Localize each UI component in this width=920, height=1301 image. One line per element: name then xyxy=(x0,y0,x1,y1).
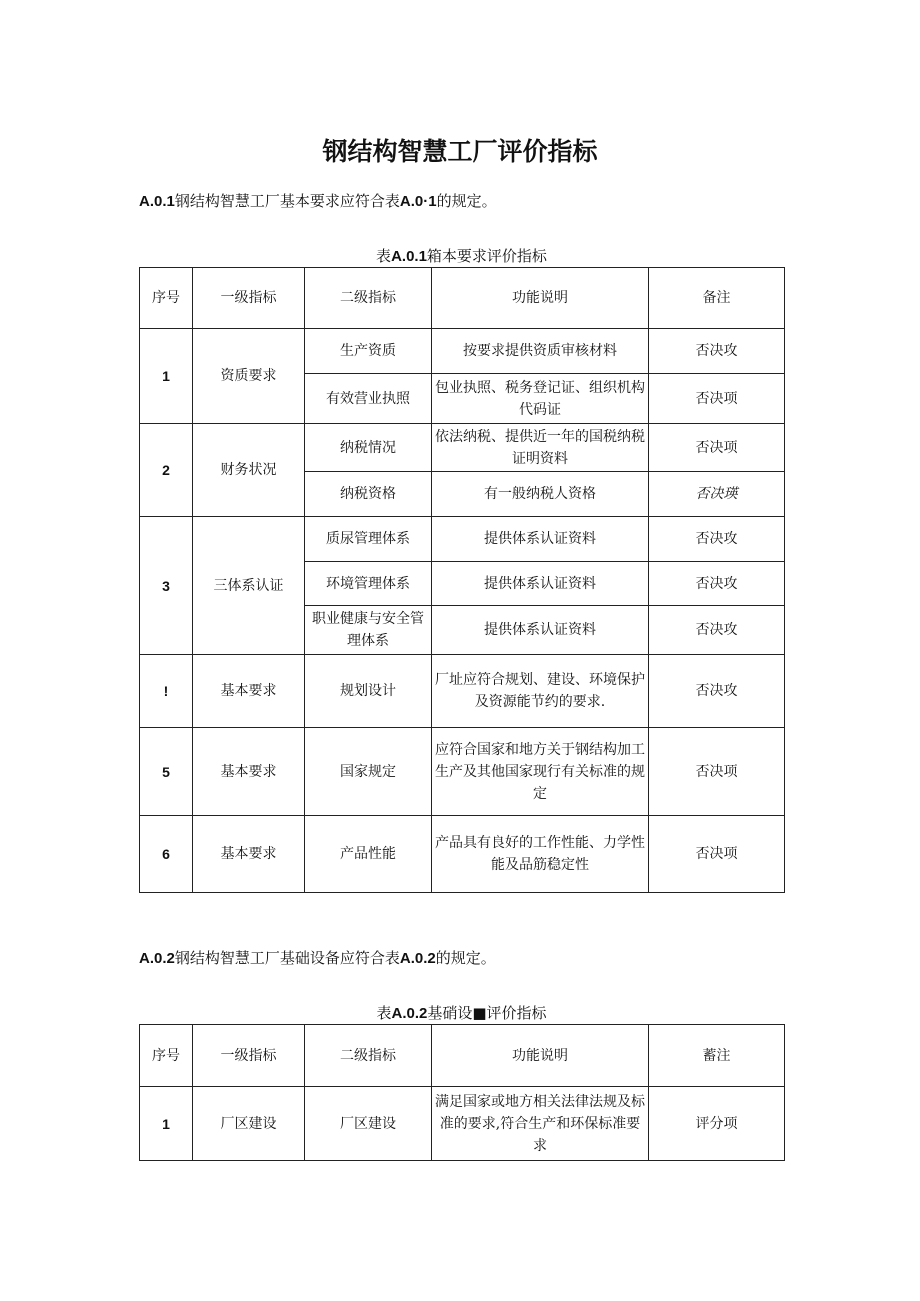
row-desc: 产品具有良好的工作性能、力学性能及品筋稳定性 xyxy=(432,816,649,893)
table-row xyxy=(140,816,785,893)
row-number: 3 xyxy=(140,517,193,655)
row-note: 否决攻 xyxy=(649,606,785,655)
row-level2: 质尿管理体系 xyxy=(305,517,432,562)
row-desc: 包业执照、税务登记证、组织机构代码证 xyxy=(432,374,649,424)
table-row xyxy=(140,655,785,728)
caption-prefix: 表 xyxy=(376,1004,392,1022)
header-no: 序号 xyxy=(140,1025,193,1087)
clause-a02 xyxy=(139,947,496,968)
row-level2: 纳税资格 xyxy=(305,472,432,517)
table-caption-a01 xyxy=(139,245,784,266)
table-a02 xyxy=(139,1024,785,1161)
table-header-row xyxy=(140,268,785,329)
table-row xyxy=(140,728,785,816)
table-a01 xyxy=(139,267,785,893)
row-level1: 基本要求 xyxy=(193,655,305,728)
table-row xyxy=(140,517,785,562)
row-note: 否决攻 xyxy=(649,329,785,374)
row-level1: 基本要求 xyxy=(193,816,305,893)
row-number: 1 xyxy=(140,329,193,424)
row-level2: 职业健康与安全管理体系 xyxy=(305,606,432,655)
table-header-row xyxy=(140,1025,785,1087)
caption-number: A.0.1 xyxy=(391,248,427,265)
header-level2: 二级指标 xyxy=(305,1025,432,1087)
row-level2: 规划设计 xyxy=(305,655,432,728)
clause-table-ref: A.0.2 xyxy=(399,950,436,967)
row-level2: 厂区建设 xyxy=(305,1087,432,1161)
header-level1: 一级指标 xyxy=(193,1025,305,1087)
row-note: 否决攻 xyxy=(649,562,785,606)
row-number: 5 xyxy=(140,728,193,816)
row-level1: 三体系认证 xyxy=(193,517,305,655)
caption-prefix: 表 xyxy=(376,247,392,265)
caption-text: 箱本要求评价指标 xyxy=(426,247,547,265)
row-desc: 提供体系认证资料 xyxy=(432,562,649,606)
row-note: 否决瑛 xyxy=(649,472,785,517)
row-number: 6 xyxy=(140,816,193,893)
row-level2: 环境管理体系 xyxy=(305,562,432,606)
row-level1: 财务状况 xyxy=(193,424,305,517)
row-desc: 提供体系认证资料 xyxy=(432,517,649,562)
row-number: ! xyxy=(140,655,193,728)
header-note: 备注 xyxy=(649,268,785,329)
table-caption-a02 xyxy=(139,1002,784,1023)
row-level1: 厂区建设 xyxy=(193,1087,305,1161)
row-number: 1 xyxy=(140,1087,193,1161)
caption-number: A.0.2 xyxy=(391,1005,428,1022)
table-row xyxy=(140,329,785,374)
row-desc: 依法纳税、提供近一年的国税纳税证明资料 xyxy=(432,424,649,472)
header-desc: 功能说明 xyxy=(432,268,649,329)
header-note: 蓄注 xyxy=(649,1025,785,1087)
caption-text: 基硝设■评价指标 xyxy=(427,1004,547,1022)
row-note: 否决项 xyxy=(649,374,785,424)
header-level2: 二级指标 xyxy=(305,268,432,329)
row-note: 否决攻 xyxy=(649,655,785,728)
clause-text: 钢结构智慧工厂基本要求应符合表 xyxy=(174,192,400,210)
row-desc: 满足国家或地方相关法律法规及标准的要求,符合生产和环保标准要求 xyxy=(432,1087,649,1161)
clause-number: A.0.2 xyxy=(139,950,175,967)
row-level2: 纳税情况 xyxy=(305,424,432,472)
row-level2: 产品性能 xyxy=(305,816,432,893)
clause-number: A.0.1 xyxy=(139,193,175,210)
table-row xyxy=(140,424,785,472)
clause-a01 xyxy=(139,190,497,211)
row-level2: 国家规定 xyxy=(305,728,432,816)
clause-text-end: 的规定。 xyxy=(436,192,497,210)
row-note: 否决项 xyxy=(649,424,785,472)
row-level2: 有效营业执照 xyxy=(305,374,432,424)
clause-text-end: 的规定。 xyxy=(435,949,496,967)
table-row xyxy=(140,1087,785,1161)
row-desc: 有一般纳税人资格 xyxy=(432,472,649,517)
row-desc: 提供体系认证资料 xyxy=(432,606,649,655)
row-note: 否决项 xyxy=(649,816,785,893)
row-note: 评分项 xyxy=(649,1087,785,1161)
clause-table-ref: A.0·1 xyxy=(399,193,437,210)
row-level2: 生产资质 xyxy=(305,329,432,374)
row-note: 否决项 xyxy=(649,728,785,816)
row-desc: 按要求提供资质审核材料 xyxy=(432,329,649,374)
row-level1: 基本要求 xyxy=(193,728,305,816)
row-desc: 应符合国家和地方关于钢结构加工生产及其他国家现行有关标准的规定 xyxy=(432,728,649,816)
row-note: 否决攻 xyxy=(649,517,785,562)
row-level1: 资质要求 xyxy=(193,329,305,424)
clause-text: 钢结构智慧工厂基础设备应符合表 xyxy=(174,949,400,967)
page-title: 钢结构智慧工厂评价指标 xyxy=(322,137,598,166)
header-level1: 一级指标 xyxy=(193,268,305,329)
header-desc: 功能说明 xyxy=(432,1025,649,1087)
header-no: 序号 xyxy=(140,268,193,329)
row-number: 2 xyxy=(140,424,193,517)
row-desc: 厂址应符合规划、建设、环境保护及资源能节约的要求. xyxy=(432,655,649,728)
